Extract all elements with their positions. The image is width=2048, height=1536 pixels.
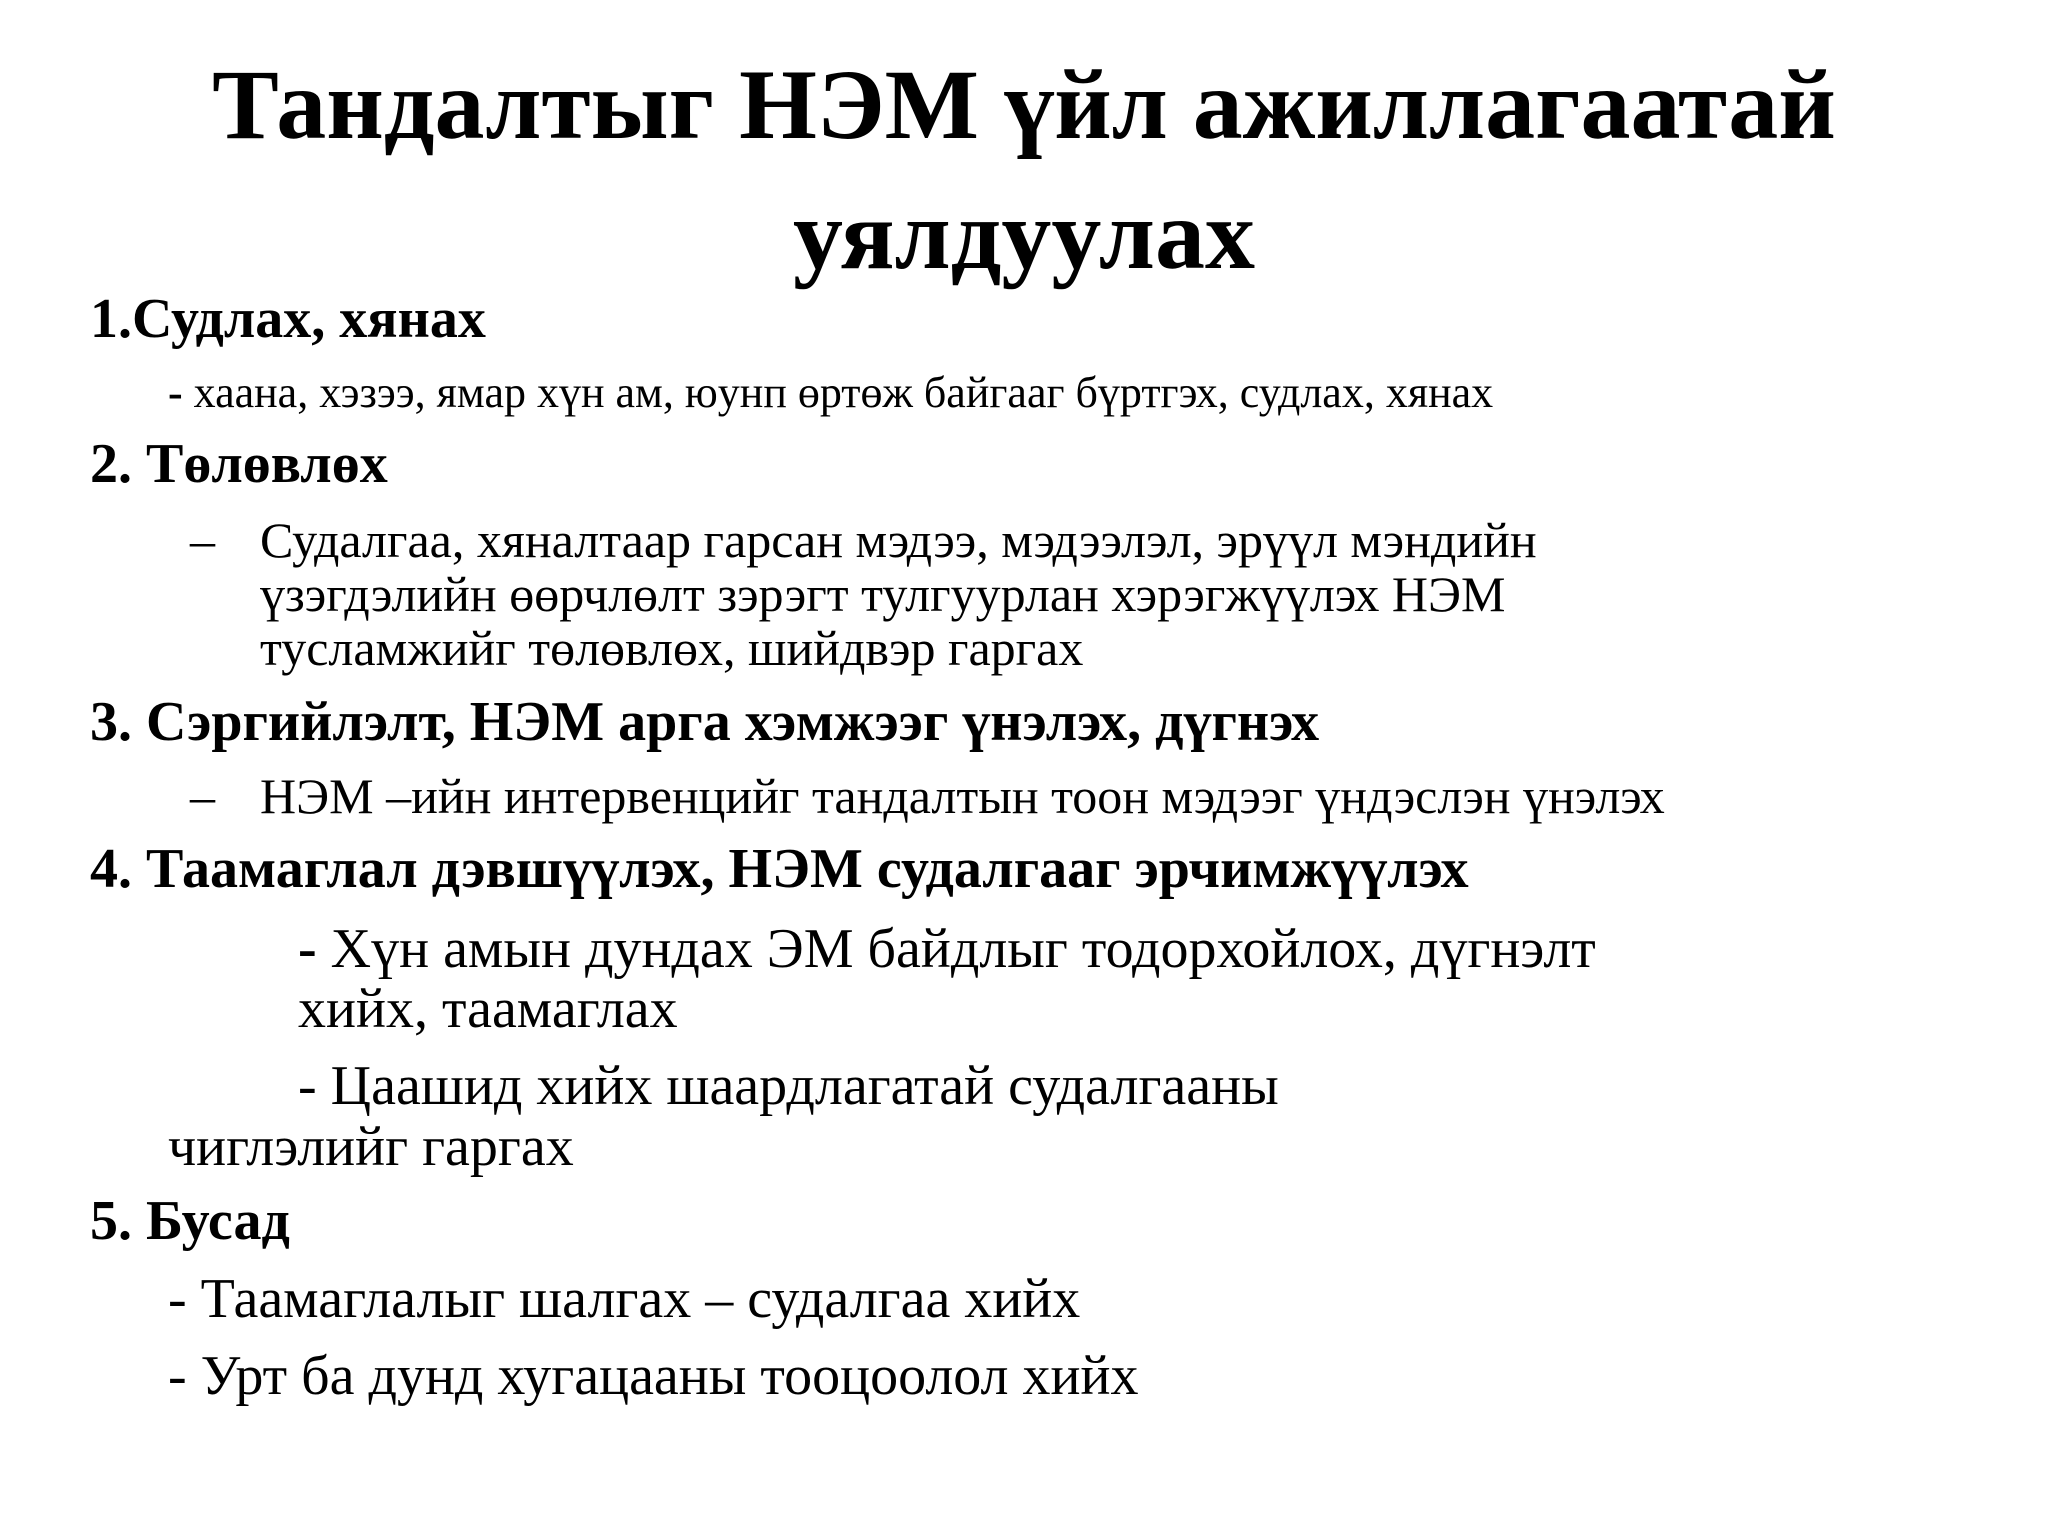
section-heading-3: 3. Сэргийлэлт, НЭМ арга хэмжээг үнэлэх, дүгнэх [90,691,1320,753]
section-heading-1: 1.Судлах, хянах [90,288,486,350]
section-heading-4: 4. Таамаглал дэвшүүлэх, НЭМ судалгааг эрчимжүүлэх [90,838,1469,900]
section-5-bullet-1 [168,1268,1080,1330]
slide-title-line-1: Тандалтыг НЭМ үйл ажиллагаатай [212,49,1836,160]
bullet-text: Урт ба дунд хугацааны тооцоолол хийх [200,1345,1139,1407]
bullet-text: Таамаглалыг шалгах – судалгаа хийх [200,1268,1081,1330]
section-2-bullet-1-marker: – [190,512,215,568]
section-heading-5: 5. Бусад [90,1190,290,1252]
slide-title-line-2: уялдуулах [793,179,1255,290]
section-3-bullet-1-line-1: НЭМ –ийн интервенцийг тандалтын тоон мэдээг үндэслэн үнэлэх [260,768,1665,824]
section-4-bullet-2-line-1 [298,1055,1279,1117]
bullet-text: хаана, хэзээ, ямар хүн ам, юунп өртөж байгааг бүртгэх, судлах, хянах [193,368,1494,417]
bullet-marker: - [298,918,317,980]
bullet-text: Хүн амын дундах ЭМ байдлыг тодорхойлох, дүгнэлт [330,918,1596,980]
section-1-bullet-1 [168,368,1493,418]
bullet-text: Цаашид хийх шаардлагатай судалгааны [330,1055,1279,1117]
section-4-bullet-1-line-1 [298,918,1596,980]
section-2-bullet-1-line-2: үзэгдэлийн өөрчлөлт зэрэгт тулгуурлан хэрэгжүүлэх НЭМ [260,566,1506,622]
section-4-bullet-2-line-2: чиглэлийг гаргах [168,1116,574,1178]
slide-title [0,40,2048,300]
section-5-bullet-2 [168,1345,1138,1407]
section-2-bullet-1-line-3: тусламжийг төлөвлөх, шийдвэр гаргах [260,620,1084,676]
section-4-bullet-1-line-2: хийх, таамаглах [298,978,678,1040]
bullet-marker: - [298,1055,317,1117]
bullet-marker: - [168,1345,187,1407]
section-heading-2: 2. Төлөвлөх [90,433,388,495]
bullet-marker: - [168,368,183,417]
bullet-marker: - [168,1268,187,1330]
section-3-bullet-1-marker: – [190,768,215,824]
section-2-bullet-1-line-1: Судалгаа, хяналтаар гарсан мэдээ, мэдээлэл, эрүүл мэндийн [260,512,1537,568]
